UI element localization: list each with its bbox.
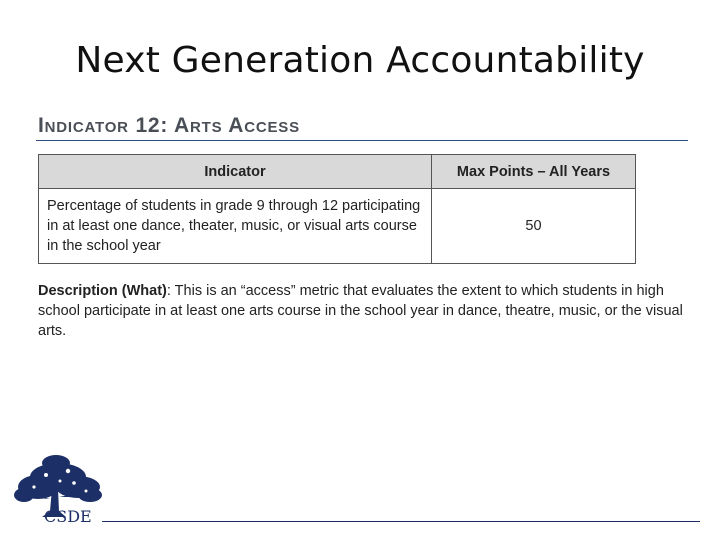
max-points-cell: 50 bbox=[432, 189, 636, 264]
table-row bbox=[39, 189, 636, 264]
indicator-table bbox=[38, 154, 636, 264]
description-paragraph bbox=[38, 281, 688, 341]
footer-divider bbox=[102, 521, 700, 522]
column-header-max-points: Max Points – All Years bbox=[432, 155, 636, 189]
indicator-heading: Indicator 12: Arts Access bbox=[38, 114, 300, 137]
heading-divider bbox=[36, 140, 688, 141]
logo-text: CSDE bbox=[44, 507, 92, 526]
description-text: : This is an “access” metric that evaluates the extent to which students in high school participate in at least one arts course in the school year in dance, theatre, music, or the visual arts. bbox=[38, 283, 683, 339]
slide-title: Next Generation Accountability bbox=[75, 40, 645, 81]
description-label: Description (What) bbox=[38, 283, 167, 299]
column-header-indicator: Indicator bbox=[39, 155, 432, 189]
table-header-row bbox=[39, 155, 636, 189]
indicator-description-cell: Percentage of students in grade 9 through 12 participating in at least one dance, theater, music, or visual arts course in the school year bbox=[39, 189, 432, 264]
